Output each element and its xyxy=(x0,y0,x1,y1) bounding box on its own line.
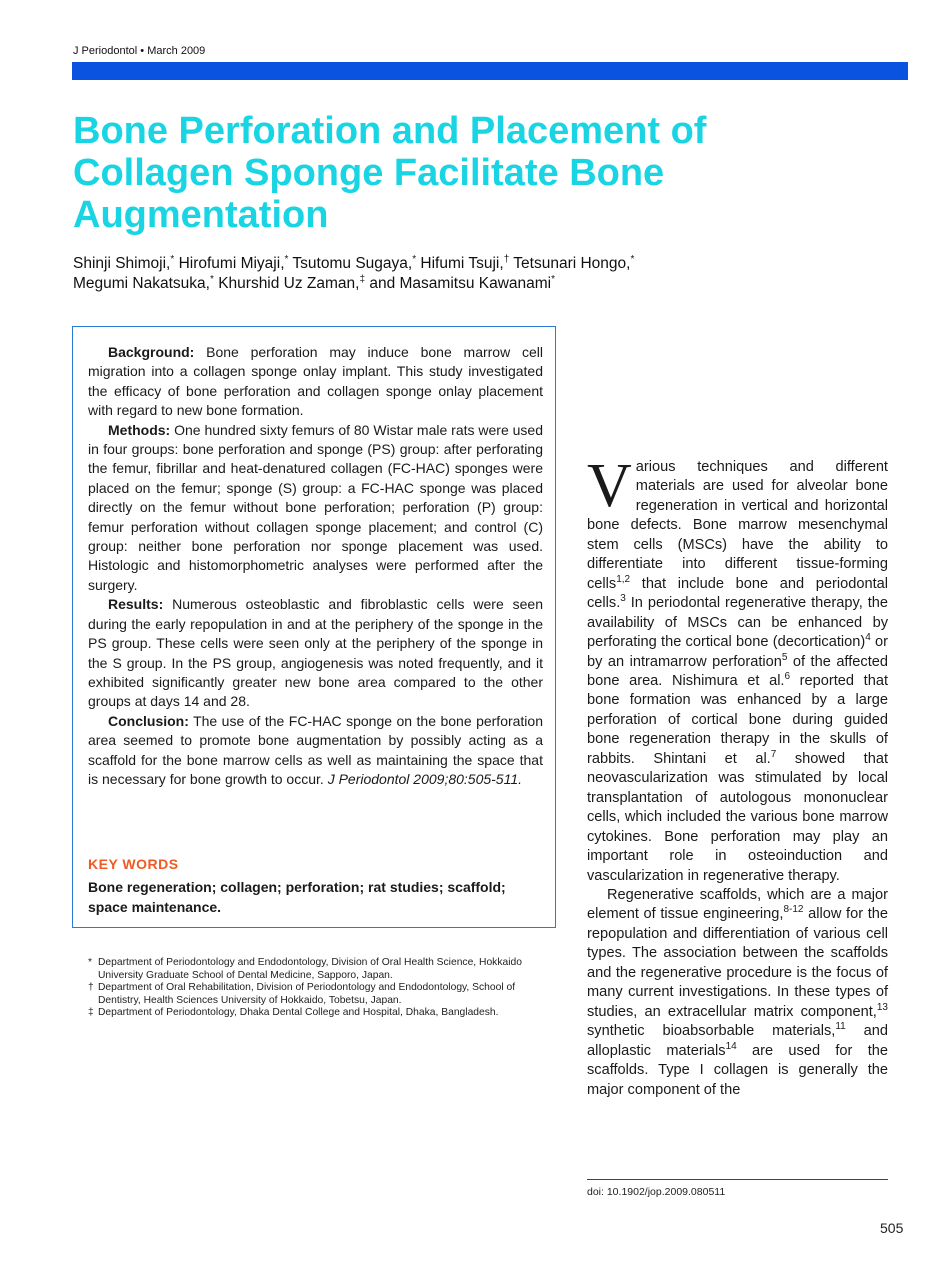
body-text: reported that bone formation was enhanced by a large perforation of cortical bone during guided bone regeneration therapy in the skulls of rabbits. Shintani et al. xyxy=(587,672,889,767)
body-text: arious techniques and different materials are used for alveolar bone regeneration in vertical and horizontal bone defects. Bone marrow mesenchymal stem cells (MSCs) have the ability to differentiate into different tissue-forming cells xyxy=(587,459,888,592)
body-text: are used for the scaffolds. Type I collagen is generally the major component of the xyxy=(587,1042,888,1098)
body-text: that include bone and periodontal cells. xyxy=(587,575,888,612)
intro-paragraph-2 xyxy=(587,886,888,1100)
journal-header xyxy=(73,45,205,57)
affiliation-mark: * xyxy=(551,273,556,285)
citation-ref: 5 xyxy=(781,651,788,663)
affiliation-mark: * xyxy=(630,253,635,265)
affiliation-mark: * xyxy=(284,253,289,265)
abstract-methods xyxy=(88,421,543,596)
body-text: or by an intramarrow perforation xyxy=(587,634,889,670)
issue-date: March 2009 xyxy=(147,45,206,57)
footnote-text: Department of Periodontology and Endodontology, Division of Oral Health Science, Hokkaido University Graduate School of Dental Medicine, Sapporo, Japan. xyxy=(98,957,522,981)
introduction xyxy=(587,452,889,1100)
footnote-text: Department of Periodontology, Dhaka Dental College and Hospital, Dhaka, Bangladesh. xyxy=(98,1007,499,1019)
keywords: Bone regeneration; collagen; perforation; rat studies; scaffold; space maintenance. xyxy=(88,879,506,915)
citation-ref: 14 xyxy=(725,1040,737,1052)
author-line-1 xyxy=(73,254,893,274)
citation-ref: 4 xyxy=(865,632,871,644)
abstract-results xyxy=(88,595,543,711)
author-line-2 xyxy=(73,274,893,294)
results-label: Results: xyxy=(108,596,164,613)
affiliation-mark: † xyxy=(503,253,510,265)
citation-ref: 6 xyxy=(784,671,791,683)
citation-ref: 3 xyxy=(620,593,626,605)
author-name: Tsutomu Sugaya, xyxy=(288,255,413,272)
footnote-mark: * xyxy=(88,957,93,968)
citation-ref: 13 xyxy=(876,1001,888,1013)
affiliation-footnotes xyxy=(88,957,560,1020)
author-name: and Masamitsu Kawanami xyxy=(365,275,552,292)
keywords-title: KEY WORDS xyxy=(88,856,179,872)
intro-paragraph-1 xyxy=(587,452,889,886)
abstract-background xyxy=(88,343,543,421)
results-text: Numerous osteoblastic and fibroblastic cells were seen during the early repopulation in and at the periphery of the sponge in the PS group. These cells were seen only at the periphery of the sponge in the S group. In the PS group, angiogenesis was noted frequently, and it exhibited significantly greater new bone area compared to the other groups at days 14 and 28. xyxy=(88,596,543,710)
article-title: Bone Perforation and Placement of Collagen Sponge Facilitate Bone Augmentation xyxy=(73,110,707,236)
author-name: Shinji Shimoji, xyxy=(73,255,171,272)
conclusion-label: Conclusion: xyxy=(108,712,189,729)
body-text: and alloplastic materials xyxy=(587,1023,888,1059)
author-list xyxy=(73,254,893,294)
footnote xyxy=(88,982,560,1007)
abstract xyxy=(88,343,543,789)
footnote xyxy=(88,957,560,982)
affiliation-mark: * xyxy=(170,253,175,265)
footnote-mark: ‡ xyxy=(88,1007,94,1019)
body-text: showed that neovascularization was stimulated by local transplantation of autologous mononuclear cells, which included the various bone marrow cytokines. Bone perforation may play an important role in osteoinduction and vascularization in regenerative therapy. xyxy=(587,750,888,884)
header-bar xyxy=(72,62,908,80)
author-name: Hifumi Tsuji, xyxy=(416,255,504,272)
author-name: Hirofumi Miyaji, xyxy=(174,255,285,272)
author-name: Megumi Nakatsuka, xyxy=(73,275,210,292)
doi: doi: 10.1902/jop.2009.080511 xyxy=(587,1186,726,1198)
affiliation-mark: * xyxy=(209,273,214,285)
body-text: allow for the repopulation and differentiation of various cell types. The association between the scaffolds and the regenerative procedure is the focus of many current investigations. In these types of studies, an extracellular matrix component, xyxy=(587,906,888,1020)
footnote-text: Department of Oral Rehabilitation, Division of Periodontology and Endodontology, School of Dentistry, Health Sciences University of Hokkaido, Tobetsu, Japan. xyxy=(98,982,516,1006)
body-text: synthetic bioabsorbable materials, xyxy=(587,1023,836,1040)
header-separator: • xyxy=(140,45,145,57)
footnote xyxy=(88,1007,560,1020)
author-name: Khurshid Uz Zaman, xyxy=(213,275,360,292)
affiliation-mark: * xyxy=(412,253,417,265)
abstract-conclusion xyxy=(88,712,543,790)
body-text: Regenerative scaffolds, which are a major element of tissue engineering, xyxy=(587,886,888,923)
methods-text: One hundred sixty femurs of 80 Wistar male rats were used in four groups: bone perforation and sponge (PS) group: after perforating the femur, fibrillar and heat-denatured collagen (FC-HAC) sponges were placed on the femur; sponge (S) group: a FC-HAC sponge was placed directly on the femur without bone perforation; perforation (P) group: femur perforation without collagen sponge placement; and control (C) group: neither bone perforation nor sponge placement was used. Histologic and histomorphometric analyses were performed after the surgery. xyxy=(88,421,543,593)
citation: J Periodontol 2009;80:505-511. xyxy=(327,770,523,787)
background-text: Bone perforation may induce bone marrow cell migration into a collagen sponge onlay implant. This study investigated the efficacy of bone perforation and collagen sponge onlay placement with regard to new bone formation. xyxy=(88,344,543,419)
citation-ref: 7 xyxy=(770,748,777,760)
doi-rule xyxy=(587,1179,888,1180)
citation-ref: 11 xyxy=(835,1021,846,1033)
footnote-mark: † xyxy=(88,982,94,994)
methods-label: Methods: xyxy=(108,421,171,438)
body-text: of the affected bone area. Nishimura et al. xyxy=(587,653,888,689)
background-label: Background: xyxy=(108,344,195,360)
conclusion-text: The use of the FC-HAC sponge on the bone perforation area seemed to promote bone augmentation by possibly acting as a scaffold for the bone marrow cells as well as maintaining the space that is necessary for bone growth to occur. xyxy=(88,712,543,787)
page-number: 505 xyxy=(880,1220,904,1236)
citation-ref: 1,2 xyxy=(616,573,631,585)
journal-name: J Periodontol xyxy=(73,45,138,57)
author-name: Tetsunari Hongo, xyxy=(509,255,631,272)
citation-ref: 8-12 xyxy=(783,904,804,916)
drop-cap: V xyxy=(587,452,632,520)
body-text: In periodontal regenerative therapy, the availability of MSCs can be enhanced by perforating the cortical bone (decortication) xyxy=(587,595,888,651)
affiliation-mark: ‡ xyxy=(359,273,366,285)
